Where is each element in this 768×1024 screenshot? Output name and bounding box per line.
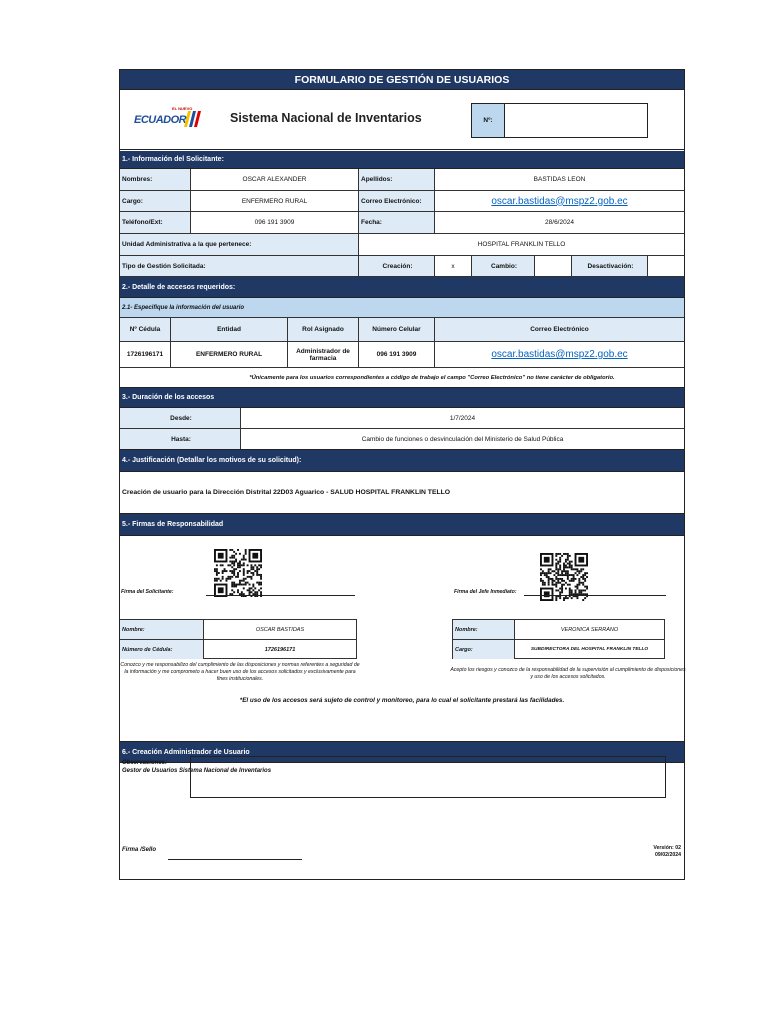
gestor-label: Gestor de Usuarios Sistema Nacional de Inventarios <box>122 768 272 774</box>
number-label: Nº: <box>472 104 505 137</box>
cargo-value[interactable]: ENFERMERO RURAL <box>191 191 359 211</box>
version-info <box>653 845 681 859</box>
correo-link[interactable]: oscar.bastidas@mspz2.gob.ec <box>491 195 628 207</box>
justification-text[interactable]: Creación de usuario para la Dirección Distrital 22D03 Aguarico - SALUD HOSPITAL FRANKLIN TELLO <box>120 472 684 514</box>
col-entidad: Entidad <box>171 318 288 341</box>
version-date: 09/02/2024 <box>655 852 681 858</box>
row-telefono <box>120 212 684 234</box>
section-4-header: 4.- Justificación (Detallar los motivos de su solicitud): <box>120 450 684 472</box>
cell-cedula[interactable]: 1726196171 <box>120 342 171 367</box>
nombres-label: Nombres: <box>120 169 191 190</box>
number-field[interactable] <box>505 104 647 137</box>
fecha-label: Fecha: <box>359 212 435 233</box>
jefe-cargo-row <box>453 640 664 659</box>
observaciones-field[interactable] <box>190 756 666 798</box>
desactivacion-label: Desactivación: <box>572 256 648 276</box>
firma-jefe-line[interactable] <box>524 595 666 596</box>
solicitante-cedula-value[interactable]: 1726196171 <box>264 646 296 653</box>
note-bottom: *El uso de los accesos será sujeto de control y monitoreo, para lo cual el solicitante prestará las facilidades. <box>239 697 565 704</box>
creacion-checkbox[interactable]: x <box>435 256 472 276</box>
apellidos-value[interactable]: BASTIDAS LEON <box>533 176 586 183</box>
qr-code-solicitante <box>214 549 262 597</box>
hasta-label: Hasta: <box>120 429 241 449</box>
solicitante-nombre-label: Nombre: <box>120 620 204 639</box>
jefe-nombre-value[interactable]: VERONICA SERRANO <box>560 626 619 633</box>
cell-celular[interactable]: 096 191 3909 <box>359 342 435 367</box>
system-header <box>120 90 684 150</box>
cell-correo-link[interactable]: oscar.bastidas@mspz2.gob.ec <box>491 349 628 360</box>
creacion-label: Creación: <box>359 256 435 276</box>
row-tipo-gestion <box>120 256 684 277</box>
cell-rol[interactable]: Administrador de farmacia <box>288 342 359 367</box>
flag-stripes-icon <box>184 111 202 132</box>
firma-sello-line[interactable] <box>168 859 302 860</box>
access-table-row <box>120 342 684 368</box>
qr-code-jefe <box>540 553 588 601</box>
cell-entidad[interactable]: ENFERMERO RURAL <box>171 342 288 367</box>
jefe-table <box>452 619 665 659</box>
observaciones-label: Observaciones: <box>122 760 168 766</box>
solicitante-cedula-label: Número de Cédula: <box>120 640 204 659</box>
version-number: Versión: 02 <box>653 845 681 851</box>
jefe-cargo-value[interactable]: SUBDIRECTORA DEL HOSPITAL FRANKLIN TELLO <box>530 647 649 652</box>
section-2-subheader: 2.1- Especifique la información del usuario <box>120 298 684 318</box>
row-cargo <box>120 191 684 212</box>
row-nombres <box>120 169 684 191</box>
firma-sello-label: Firma /Sello <box>122 847 157 853</box>
note-right: Acepto los riesgos y conozco de la responsabilidad de la supervisión al cumplimiento de disposiciones y uso de los accesos solicitados. <box>450 667 686 680</box>
telefono-label: Teléfono/Ext: <box>120 212 191 233</box>
nombres-value[interactable]: OSCAR ALEXANDER <box>191 169 359 190</box>
telefono-value[interactable]: 096 191 3909 <box>191 212 359 233</box>
apellidos-label: Apellidos: <box>359 169 435 190</box>
firma-solicitante-line[interactable] <box>206 595 355 596</box>
note-left: Conozco y me responsabilizo del cumplimiento de las disposiciones y normas referentes a seguridad de la información y me comprometo a hacer buen uso de los accesos solicitados y exclusivamente para fines institucionales. <box>120 662 360 682</box>
tipo-gestion-label: Tipo de Gestión Solicitada: <box>120 256 359 276</box>
jefe-nombre-row <box>453 620 664 640</box>
col-rol: Rol Asignado <box>288 318 359 341</box>
solicitante-cedula-row <box>120 640 356 659</box>
section-2-note: *Únicamente para los usuarios correspondientes a código de trabajo el campo "Correo Electrónico" no tiene carácter de obligatorio. <box>120 368 684 388</box>
row-hasta <box>120 429 684 450</box>
col-correo: Correo Electrónico <box>530 326 589 333</box>
jefe-nombre-label: Nombre: <box>453 620 515 639</box>
access-table-header <box>120 318 684 342</box>
section-6-header: 6.- Creación Administrador de Usuario <box>120 741 684 763</box>
solicitante-table <box>120 619 357 659</box>
firma-solicitante-label: Firma del Solicitante: <box>121 589 174 595</box>
cambio-checkbox[interactable] <box>535 256 572 276</box>
fecha-value[interactable]: 28/6/2024 <box>545 219 574 226</box>
desactivacion-checkbox[interactable] <box>648 256 684 276</box>
desde-label: Desde: <box>120 408 241 428</box>
number-box <box>471 103 648 138</box>
ecuador-logo: EL NUEVO ECUADOR <box>134 108 214 132</box>
system-title: Sistema Nacional de Inventarios <box>230 111 422 125</box>
jefe-cargo-label: Cargo: <box>453 640 515 659</box>
firma-jefe-label: Firma del Jefe Inmediato: <box>454 589 517 595</box>
row-unidad <box>120 234 684 256</box>
solicitante-nombre-row <box>120 620 356 640</box>
hasta-value[interactable]: Cambio de funciones o desvinculación del Ministerio de Salud Pública <box>361 435 564 443</box>
user-management-form <box>119 69 685 880</box>
unidad-label: Unidad Administrativa a la que pertenece: <box>120 234 359 255</box>
desde-value[interactable]: 1/7/2024 <box>449 414 476 422</box>
cargo-label: Cargo: <box>120 191 191 211</box>
col-cedula: Nº Cédula <box>120 318 171 341</box>
section-3-header: 3.- Duración de los accesos <box>120 388 684 408</box>
cambio-label: Cambio: <box>472 256 535 276</box>
row-desde <box>120 408 684 429</box>
section-2-header: 2.- Detalle de accesos requeridos: <box>120 277 684 298</box>
form-title: FORMULARIO DE GESTIÓN DE USUARIOS <box>120 70 684 90</box>
section-5-header: 5.- Firmas de Responsabilidad <box>120 514 684 536</box>
correo-label: Correo Electrónico: <box>359 191 435 211</box>
unidad-value[interactable]: HOSPITAL FRANKLIN TELLO <box>477 241 566 248</box>
section-1-header: 1.- Información del Solicitante: <box>120 151 684 169</box>
solicitante-nombre-value[interactable]: OSCAR BASTIDAS <box>255 626 305 633</box>
col-celular: Número Celular <box>359 318 435 341</box>
